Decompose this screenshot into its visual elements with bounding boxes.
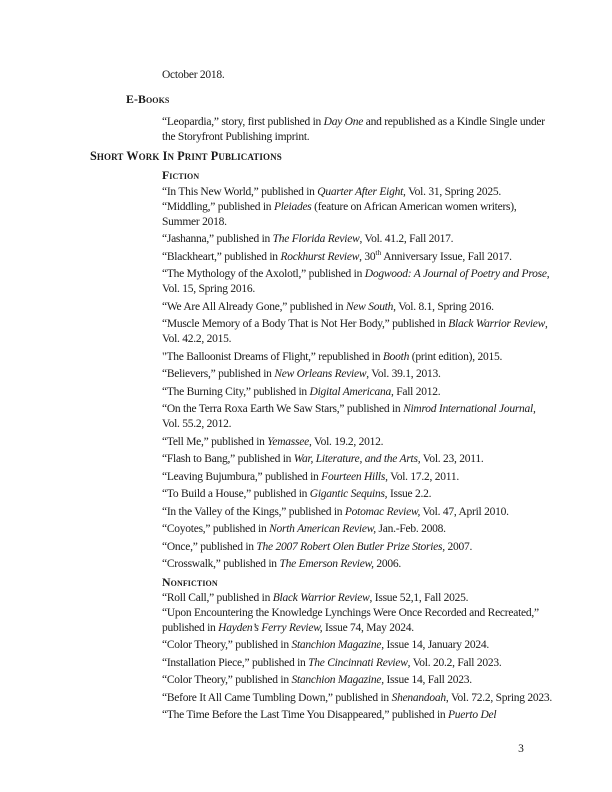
publication-entry: “Leopardia,” story, first published in Day One and republished as a Kindle Single under the Storyfront Publishing imprint. (162, 116, 545, 143)
publication-entry: “Flash to Bang,” published in War, Literature, and the Arts, Vol. 23, 2011. (162, 453, 484, 465)
publication-entry: “Once,” published in The 2007 Robert Olen Butler Prize Stories, 2007. (162, 540, 473, 553)
publication-entry: “To Build a House,” published in Gigantic Sequins, Issue 2.2. (162, 488, 432, 500)
page-number: 3 (518, 743, 524, 755)
subsection-heading-fiction: Fiction (162, 167, 200, 182)
section-heading-ebooks: E-Books (126, 92, 170, 106)
publication-entry: “Coyotes,” published in North American Review, Jan.-Feb. 2008. (162, 523, 446, 535)
publication-entry: “Believers,” published in New Orleans Review, Vol. 39.1, 2013. (162, 368, 441, 380)
page-content (90, 68, 553, 726)
publication-entry: “The Mythology of the Axolotl,” published in Dogwood: A Journal of Poetry and Prose, Vol. 15, Spring 2016. (162, 268, 550, 295)
nonfiction-entry-list (162, 591, 553, 724)
publication-entry: “Installation Piece,” published in The Cincinnati Review, Vol. 20.2, Fall 2023. (162, 656, 502, 669)
subsection-heading-nonfiction: Nonfiction (162, 574, 218, 589)
publication-entry: “Tell Me,” published in Yemassee, Vol. 19.2, 2012. (162, 435, 384, 448)
publication-entry: “In This New World,” published in Quarter After Eight, Vol. 31, Spring 2025. (162, 185, 502, 198)
publication-entry: “Blackheart,” published in Rockhurst Review, 30th Anniversary Issue, Fall 2017. (162, 247, 512, 263)
publication-entry: “Leaving Bujumbura,” published in Fourteen Hills, Vol. 17.2, 2011. (162, 470, 459, 483)
publication-entry: “Muscle Memory of a Body That is Not Her Body,” published in Black Warrior Review, Vol. 42.2, 2015. (162, 318, 548, 345)
publication-entry: “We Are All Already Gone,” published in New South, Vol. 8.1, Spring 2016. (162, 300, 494, 313)
fiction-entry-list (162, 185, 550, 573)
publication-entry: “Color Theory,” published in Stanchion Magazine, Issue 14, Fall 2023. (162, 674, 472, 686)
publication-entry: “The Time Before the Last Time You Disappeared,” published in Puerto Del (162, 709, 497, 721)
publication-entry: “On the Terra Roxa Earth We Saw Stars,” published in Nimrod International Journal, Vol. 55.2, 2012. (162, 403, 536, 430)
continuation-line: October 2018. (162, 69, 225, 81)
section-heading-short-work: Short Work In Print Publications (90, 149, 282, 163)
publication-entry: “Jashanna,” published in The Florida Review, Vol. 41.2, Fall 2017. (162, 233, 454, 245)
publication-entry: “The Burning City,” published in Digital Americana, Fall 2012. (162, 385, 441, 398)
publication-entry: “Middling,” published in Pleiades (feature on African American women writers), Summer 2018. (162, 200, 517, 228)
publication-entry: “Color Theory,” published in Stanchion Magazine, Issue 14, January 2024. (162, 639, 489, 651)
publication-entry: “Upon Encountering the Knowledge Lynchings Were Once Recorded and Recreated,” published in Hayden’s Ferry Review, Issue 74, May 2024. (162, 606, 539, 634)
publication-entry: “Roll Call,” published in Black Warrior Review, Issue 52,1, Fall 2025. (162, 591, 469, 604)
publication-entry: “In the Valley of the Kings,” published in Potomac Review, Vol. 47, April 2010. (162, 505, 509, 518)
publication-entry: “Before It All Came Tumbling Down,” published in Shenandoah, Vol. 72.2, Spring 2023. (162, 691, 553, 704)
publication-entry: “Crosswalk,” published in The Emerson Review, 2006. (162, 558, 402, 570)
ebooks-entry-list (162, 115, 545, 145)
publication-entry: "The Balloonist Dreams of Flight,” republished in Booth (print edition), 2015. (162, 350, 503, 363)
